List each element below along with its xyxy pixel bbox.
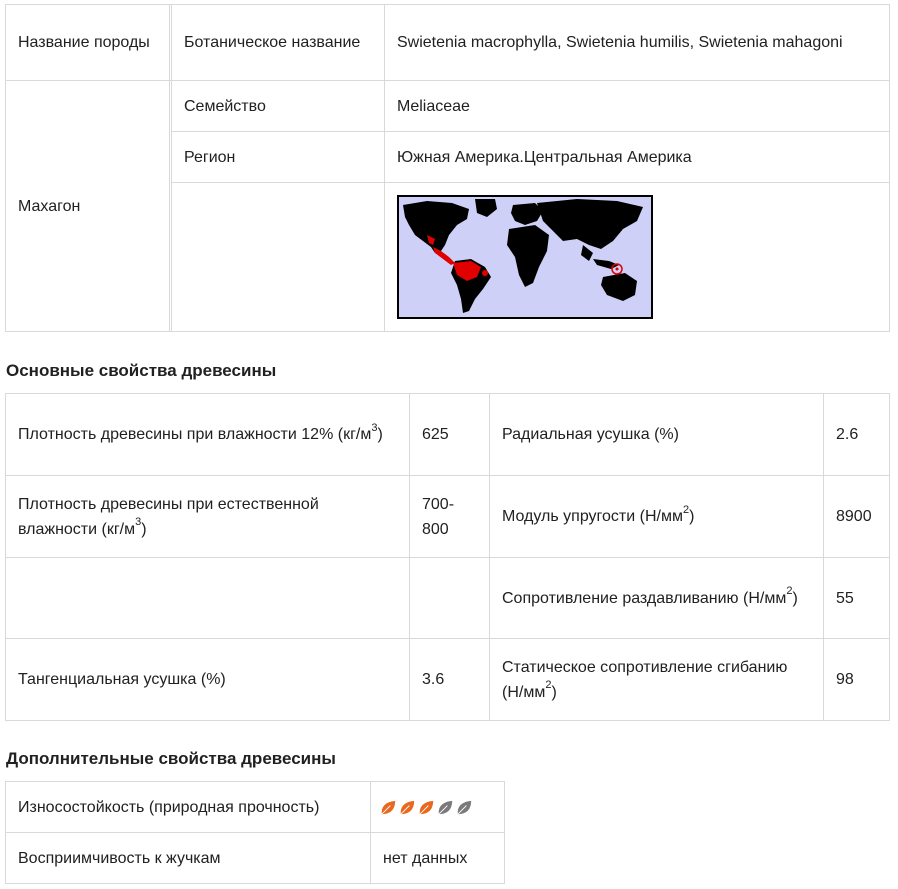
leaf-empty-icon: [455, 798, 474, 817]
crush-value: 55: [824, 558, 890, 639]
density-nat-label: Плотность древесины при естественной влажности $(кг/м^3)$: [6, 476, 410, 558]
elastic-label: Модуль упругости $(Н/мм^2)$: [490, 476, 824, 558]
radial-value: 2.6: [824, 394, 890, 476]
bending-value: 98: [824, 639, 890, 721]
extra-props-heading: Дополнительные свойства древесины: [6, 749, 336, 768]
density-nat-value: 700-800: [410, 476, 490, 558]
leaf-filled-icon: [379, 798, 398, 817]
beetles-value: нет данных: [371, 833, 505, 884]
bending-label: Статическое сопротивление сгибанию $(Н/мм^2)$: [490, 639, 824, 721]
name-value: Махагон: [6, 81, 170, 332]
world-map-icon: [397, 195, 653, 319]
botanical-value: Swietenia macrophylla, Swietenia humilis, Swietenia mahagoni: [385, 5, 890, 81]
leaf-filled-icon: [398, 798, 417, 817]
name-label: Название породы: [6, 5, 170, 81]
family-value: Meliaceae: [385, 81, 890, 132]
region-value: Южная Америка.Центральная Америка: [385, 132, 890, 183]
species-table: [5, 4, 890, 332]
empty-cell: [6, 558, 410, 639]
durability-label: Износостойкость (природная прочность): [6, 782, 371, 833]
density12-label: Плотность древесины при влажности 12% $(кг/м^3)$: [6, 394, 410, 476]
tangential-value: 3.6: [410, 639, 490, 721]
elastic-value: 8900: [824, 476, 890, 558]
botanical-label: Ботаническое название: [172, 5, 385, 81]
radial-label: Радиальная усушка (%): [490, 394, 824, 476]
main-props-table: [5, 393, 890, 721]
map-cell: [385, 183, 890, 332]
density12-value: 625: [410, 394, 490, 476]
main-props-heading: Основные свойства древесины: [6, 361, 277, 380]
extra-props-table: [5, 781, 505, 884]
durability-rating: [371, 782, 505, 833]
leaf-filled-icon: [417, 798, 436, 817]
empty-cell: [410, 558, 490, 639]
tangential-label: Тангенциальная усушка (%): [6, 639, 410, 721]
beetles-label: Восприимчивость к жучкам: [6, 833, 371, 884]
family-label: Семейство: [172, 81, 385, 132]
empty-cell: [172, 183, 385, 332]
region-label: Регион: [172, 132, 385, 183]
leaf-empty-icon: [436, 798, 455, 817]
crush-label: Сопротивление раздавливанию $(Н/мм^2)$: [490, 558, 824, 639]
